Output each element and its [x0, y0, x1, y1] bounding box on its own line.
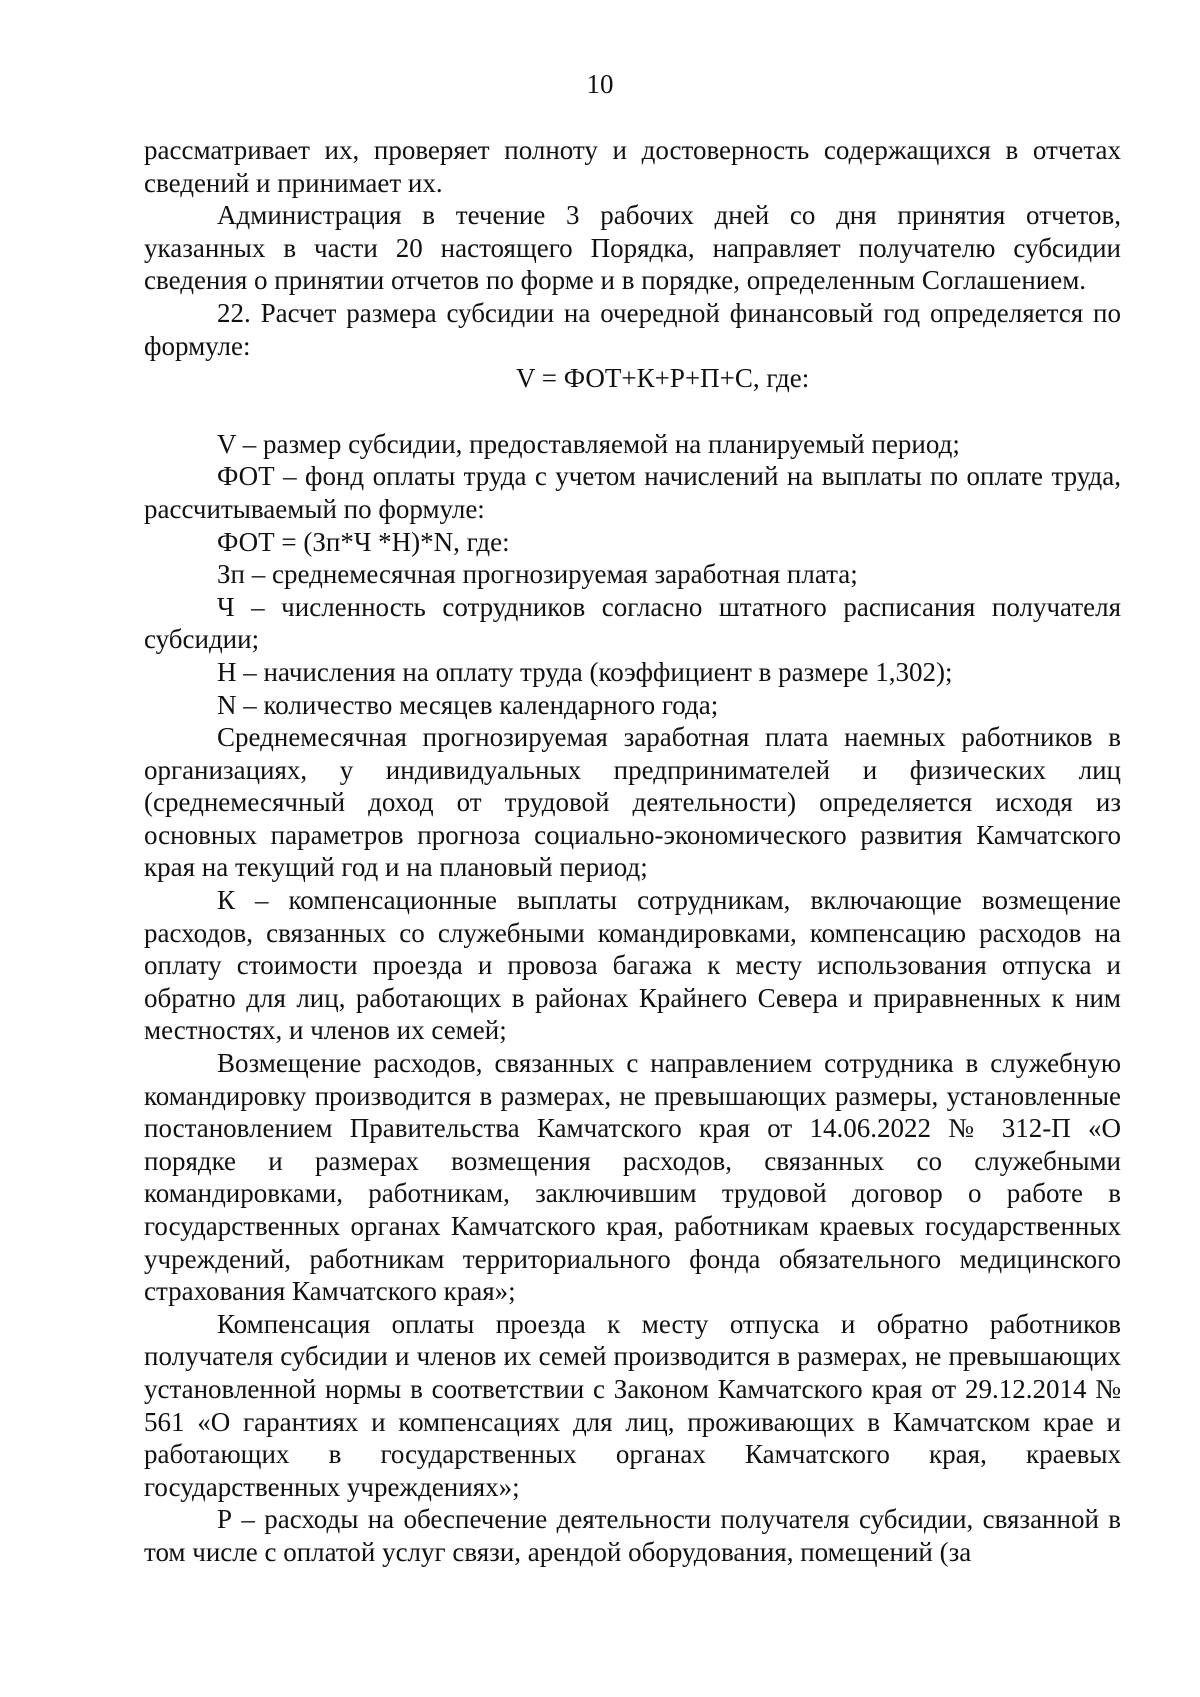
paragraph-administration-notice: Администрация в течение 3 рабочих дней со дня принятия отчетов, указанных в части 20 настоящего Порядка, направляет получателю субсидии сведения о принятии отчетов по форме и в порядке, определенным Соглашением. — [144, 200, 1121, 296]
definition-ch: Ч – численность сотрудников согласно штатного расписания получателя субсидии; — [144, 591, 1121, 655]
definition-v: V – размер субсидии, предоставляемой на планируемый период; — [217, 428, 960, 459]
paragraph-travel-reimbursement: Возмещение расходов, связанных с направлением сотрудника в служебную командировку производится в размерах, не превышающих размеры, установленные постановлением Правительства Камчатского края от 14.06.2022 № 312-П «О порядке и размерах возмещения расходов, связанных со служебными командировками, работникам, заключившим трудовой договор о работе в государственных органах Камчатского края, работникам краевых государственных учреждений, работникам территориального фонда обязательного медицинского страхования Камчатского края»; — [144, 1048, 1121, 1307]
definition-r: Р – расходы на обеспечение деятельности получателя субсидии, связанной в том числе с оплатой услуг связи, арендой оборудования, помещений (за — [144, 1504, 1121, 1567]
definition-fot: ФОТ – фонд оплаты труда с учетом начислений на выплаты по оплате труда, рассчитываемый по формуле: — [144, 461, 1121, 524]
paragraph-report-review: рассматривает их, проверяет полноту и достоверность содержащихся в отчетах сведений и принимает их. — [144, 135, 1121, 198]
definition-n-coefficient: Н – начисления на оплату труда (коэффициент в размере 1,302); — [217, 656, 953, 687]
definition-zp: Зп – среднемесячная прогнозируемая заработная плата; — [217, 559, 858, 590]
formula-main: V = ФОТ+К+Р+П+С, где: — [516, 363, 810, 394]
definition-k: К – компенсационные выплаты сотрудникам, включающие возмещение расходов, связанных со служебными командировками, компенсацию расходов на оплату стоимости проезда и провоза багажа к месту использования отпуска и обратно для лиц, работающих в районах Крайнего Севера и приравненных к ним местностях, и членов их семей; — [144, 885, 1121, 1046]
definition-n-months: N – количество месяцев календарного года; — [217, 689, 719, 720]
document-body — [144, 134, 1121, 1569]
page-number: 10 — [586, 69, 614, 99]
paragraph-vacation-travel: Компенсация оплаты проезда к месту отпуска и обратно работников получателя субсидии и членов их семей производится в размерах, не превышающих установленной нормы в соответствии с Законом Камчатского края от 29.12.2014 № 561 «О гарантиях и компенсациях для лиц, проживающих в Камчатском крае и работающих в государственных органах Камчатского края, краевых государственных учреждениях»; — [144, 1308, 1121, 1502]
formula-fot: ФОТ = (Зп*Ч *Н)*N, где: — [217, 526, 510, 557]
paragraph-22-calculation: 22. Расчет размера субсидии на очередной финансовый год определяется по формуле: — [144, 297, 1121, 361]
paragraph-average-salary: Среднемесячная прогнозируемая заработная плата наемных работников в организациях, у индивидуальных предпринимателей и физических лиц (среднемесячный доход от трудовой деятельности) определяется исходя из основных параметров прогноза социально-экономического развития Камчатского края на текущий год и на плановый период; — [144, 722, 1121, 883]
